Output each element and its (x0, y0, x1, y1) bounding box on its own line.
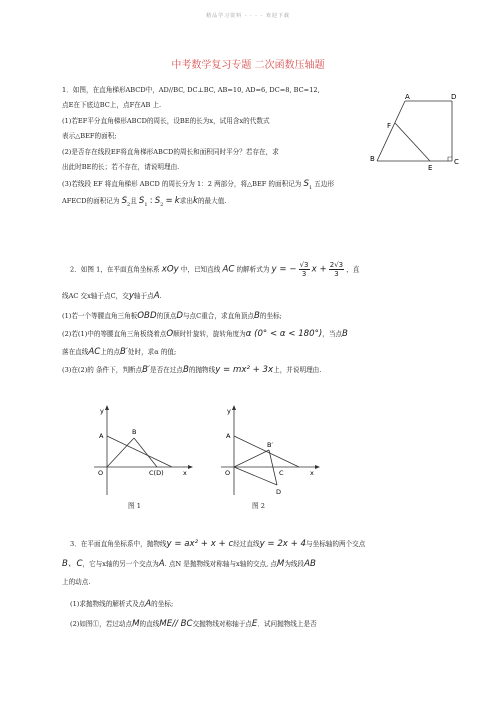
q2-l3-end: 的坐标; (259, 312, 282, 320)
q2-l2-text: 线AC 交x轴于点C，交 (62, 292, 129, 300)
q3-l2-text-b: . 点N 是抛物线对称轴与x轴的交点, 点 (164, 560, 277, 568)
q1-ratio-s2-sub: 2 (160, 202, 164, 208)
q1-line-7 (62, 180, 334, 190)
q1-line-6: 出此时BE的长；若不存在，请说明理由. (62, 163, 180, 171)
q1-k-symbol-2: k (192, 196, 198, 206)
page-header: 精品学习资料 - - - - 欢迎下载 (206, 13, 290, 19)
q3-parabola-eq: y = ax² + x + c (166, 539, 234, 549)
label-B: B (370, 155, 375, 163)
label-A: A (405, 93, 410, 101)
q2-intro-text: 2．如图 1，在平面直角坐标系 (70, 265, 160, 274)
q3-line-1 (70, 540, 365, 549)
q3-l5-M: M (132, 619, 140, 629)
q2-text-b: 中，已知直线 (180, 265, 221, 274)
q3-line-3: 上的动点. (62, 578, 91, 586)
q1-s2-subscript: 2 (127, 202, 131, 208)
q3-l4-A: A (145, 599, 152, 609)
q1-and-text: 且 (130, 197, 137, 205)
q3-l5-text-b: 的直线 (139, 620, 160, 628)
q2-l2-end: . (159, 292, 162, 300)
q2-l3-obd: OBD (137, 311, 157, 321)
q3-l5-me-bc: ME// BC (159, 619, 193, 629)
fig2-O-label: O (225, 469, 231, 477)
q2-line-2 (62, 292, 162, 301)
fig1-A-label: A (99, 432, 104, 440)
q2-xoy: xOy (161, 264, 179, 275)
q2-l2-A: A (153, 291, 160, 301)
fig2-x-label: x (310, 469, 314, 477)
fig1-O-label: O (98, 469, 104, 477)
fig2-D-label: D (276, 488, 282, 496)
fig2-Bprime-label: B′ (267, 441, 273, 449)
q2-ac: AC (222, 264, 235, 275)
q2-l3-b: B (253, 311, 260, 321)
q2-l4-text: (2)若(1)中的等腰直角三角板绕着点 (62, 330, 167, 338)
q3-l5-end: ．试问抛物线上是否 (257, 620, 317, 628)
q3-l2-AB: AB (304, 559, 316, 569)
q2-l2-y: y (128, 291, 134, 301)
q2-l3-text: (1)若一个等腰直角三角板 (62, 312, 138, 320)
fig1-B-label: B (132, 428, 137, 436)
fig1-caption: 图 1 (128, 502, 141, 510)
q3-l2-A: A (158, 559, 165, 569)
q2-fraction-1 (299, 261, 310, 278)
label-C: C (454, 158, 459, 166)
q2-l6-text-c: 的抛物线 (188, 366, 216, 374)
q2-l4-b: B (342, 329, 348, 339)
frac1-den: 3 (301, 270, 307, 278)
frac2-num: 2√3 (329, 261, 344, 269)
q3-l4-end: 的坐标; (151, 600, 174, 608)
fig1-C-label: C(D) (149, 469, 164, 477)
q2-l4-o: O (166, 329, 174, 339)
fig2-C-label: C (279, 469, 284, 477)
q1-ratio-equals: = (165, 196, 173, 206)
q2-eq-y: y = − (271, 264, 297, 275)
q2-text-d: ，直 (346, 265, 360, 274)
q1-ratio-colon: : (149, 196, 153, 206)
q2-l2-text-b: 轴于点 (133, 292, 154, 300)
q1-line-8 (62, 197, 226, 207)
q1-line-1: 1．如图，在直角梯形ABCD中，AD//BC, DC⊥BC, AB=10, AD=6, DC=8, BC=12, (62, 86, 320, 94)
q1-line-7-text: (3)若线段 EF 将直角梯形 ABCD 的周长分为 1：2 两部分，将△BEF 的面积记为 (62, 180, 302, 188)
q2-l5-text-b: 上的点 (100, 348, 121, 356)
q2-eq-x: x + (311, 264, 327, 275)
q1-line-5: (2)是否存在线段EF将直角梯形ABCD的周长和面积同时平分？若存在，求 (62, 148, 279, 156)
q3-l1-text-c: 与坐标轴的两个交点 (306, 540, 366, 548)
q2-l3-text-c: 与点C重合，求直角顶点 (182, 312, 254, 320)
q3-l4-text: (1)求抛物线的解析式及点 (70, 600, 146, 608)
q2-l5-text: 落在直线 (62, 348, 89, 356)
q2-fraction-2 (329, 261, 344, 278)
q1-line-7-tail: 五边形 (314, 180, 335, 188)
q3-line-5 (70, 620, 317, 629)
q2-l3-text-b: 的顶点 (156, 312, 177, 320)
q1-s-subscript: 1 (308, 185, 313, 191)
label-E: E (428, 164, 433, 172)
q1-find-text: 求出 (179, 197, 193, 205)
frac1-num: √3 (299, 261, 309, 269)
q2-l4-alpha: α (0° < α < 180°) (245, 329, 323, 339)
q2-l6-text-b: 是否在过点 (149, 366, 183, 374)
q2-l6-text: (3)在(2)的 条件下，判断点 (62, 366, 143, 374)
page-title: 中考数学复习专题 二次函数压轴题 (171, 60, 325, 71)
q2-text-c: 的解析式为 (236, 265, 270, 274)
q1-line-8-text: AFECD的面积记为 (62, 197, 120, 205)
q3-line-4 (70, 600, 173, 609)
q2-l4-text-b: 顺时针旋转，旋转角度为 (173, 330, 246, 338)
q3-l5-E: E (251, 619, 258, 629)
q3-l5-text-c: 交抛物线对称轴于点 (192, 620, 252, 628)
q2-l6-b: B (182, 365, 189, 375)
fig2-A-label: A (226, 432, 231, 440)
q2-l5-ac: AC (88, 347, 101, 357)
fig1-y-label: y (100, 407, 104, 415)
q1-line-2: 点E在下底边BC上，点F在AB 上. (62, 101, 162, 109)
q3-line-2 (62, 560, 316, 569)
q3-l1-text: 3．在平面直角坐标系中，抛物线 (70, 540, 167, 548)
label-D: D (451, 93, 457, 101)
q1-ratio-s1-sub: 1 (144, 202, 148, 208)
q2-l5-end: 处时，求α 的值; (127, 348, 177, 356)
q3-l2-text: ，它与x轴的另一个交点为 (82, 560, 159, 568)
q3-line-eq: y = 2x + 4 (259, 539, 307, 549)
q2-line-6 (62, 366, 321, 375)
q2-l5-bprime: B′ (120, 347, 128, 357)
fig2-y-label: y (227, 407, 231, 415)
q2-line-5 (62, 348, 176, 357)
q2-l3-d: D (176, 311, 183, 321)
q1-trapezoid-figure (368, 90, 468, 176)
q1-s2-symbol: S (121, 196, 128, 206)
q2-line-1 (70, 261, 359, 278)
q2-l6-end: 上，并说明理由. (273, 366, 322, 374)
q1-k-symbol: k (174, 196, 180, 206)
q1-ratio-s1: S (138, 196, 145, 206)
q2-figure-1 (92, 405, 202, 497)
q3-l5-text: (2)如图①，若过动点 (70, 620, 133, 628)
fig1-x-label: x (183, 469, 187, 477)
q1-line-3: (1)若EF平分直角梯形ABCD的周长，设BE的长为x，试用含x的代数式 (62, 117, 270, 125)
q1-s-symbol: S (303, 179, 309, 189)
q1-line-4: 表示△BEF的面积; (62, 132, 117, 140)
q3-l1-text-b: 经过直线 (233, 540, 260, 548)
q1-ratio-s2: S (154, 196, 161, 206)
q2-l6-eq: y = mx² + 3x (215, 365, 274, 375)
fig2-caption: 图 2 (252, 502, 265, 510)
label-F: F (387, 122, 392, 130)
q2-figure-2 (219, 405, 329, 497)
q2-line-3 (62, 312, 282, 321)
frac2-den: 3 (334, 270, 339, 278)
q2-line-4 (62, 330, 348, 339)
q3-l2-bc: B、C (62, 559, 83, 569)
q2-l4-text-c: ，当点 (322, 330, 343, 338)
q3-l2-M: M (276, 559, 285, 569)
q1-max-text: 的最大值. (197, 197, 227, 205)
q2-l6-bprime: B′ (142, 365, 150, 375)
q3-l2-text-c: 为线段 (284, 560, 305, 568)
